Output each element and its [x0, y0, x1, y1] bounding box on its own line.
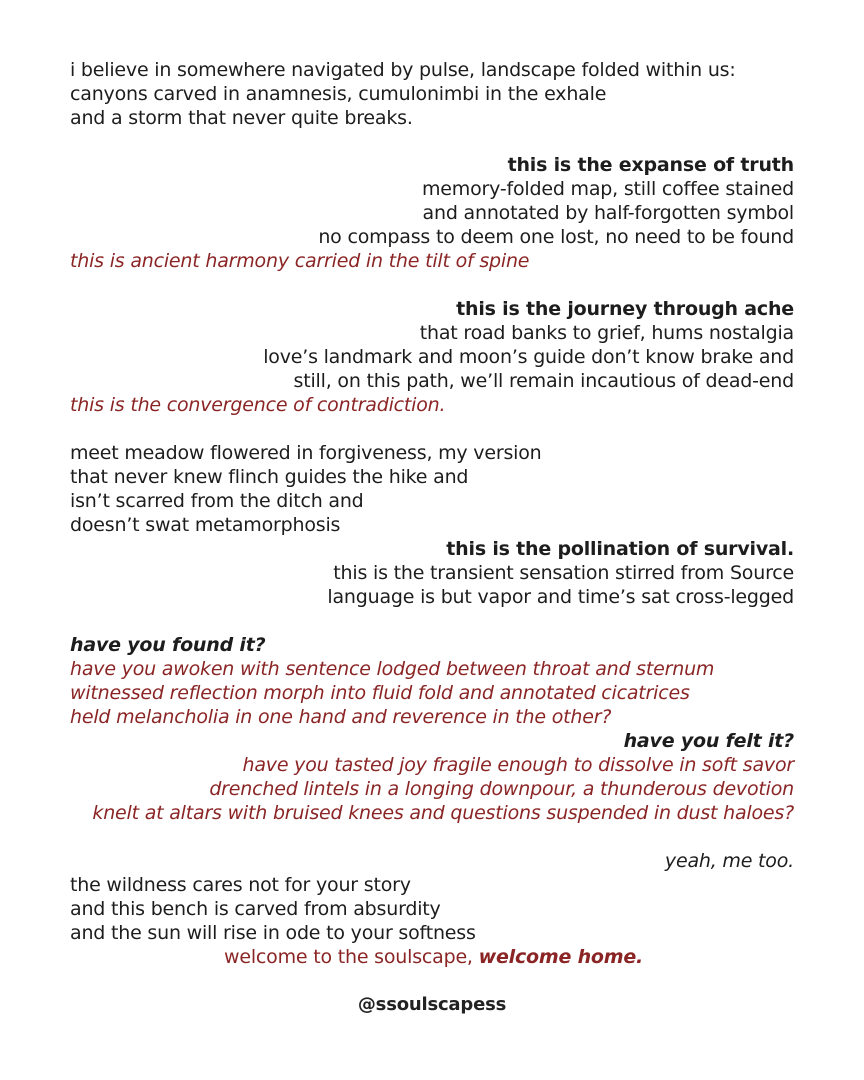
poem-line: language is but vapor and time’s sat cross-legged — [327, 586, 794, 608]
poem-line: witnessed reflection morph into fluid fold and annotated cicatrices — [70, 682, 690, 704]
poem-line: canyons carved in anamnesis, cumulonimbi in the exhale — [70, 83, 607, 105]
poem-line: have you awoken with sentence lodged between throat and sternum — [70, 658, 715, 680]
poem-line: the wildness cares not for your story — [70, 874, 411, 896]
question-heading: have you found it? — [70, 634, 266, 656]
poem-line: and a storm that never quite breaks. — [70, 107, 413, 129]
poem-line: no compass to deem one lost, no need to be found — [318, 226, 794, 248]
poem-line: drenched lintels in a longing downpour, a thunderous devotion — [209, 778, 794, 800]
welcome-emphasis: welcome home. — [478, 946, 644, 968]
welcome-line — [224, 945, 724, 969]
poem-line: doesn’t swat metamorphosis — [70, 514, 341, 536]
stanza-heading: this is the expanse of truth — [507, 154, 794, 176]
stanza-heading: this is the journey through ache — [456, 298, 794, 320]
poem-line: i believe in somewhere navigated by pulse, landscape folded within us: — [70, 59, 736, 81]
poem-line: and the sun will rise in ode to your softness — [70, 922, 476, 944]
poem-line: knelt at altars with bruised knees and questions suspended in dust haloes? — [92, 802, 794, 824]
question-heading: have you felt it? — [623, 730, 794, 752]
poem-line: and this bench is carved from absurdity — [70, 898, 441, 920]
poem-line: isn’t scarred from the ditch and — [70, 490, 364, 512]
poem-line: that road banks to grief, hums nostalgia — [419, 322, 794, 344]
stanza-heading: this is the pollination of survival. — [446, 538, 794, 560]
poem-line: this is the transient sensation stirred from Source — [333, 562, 794, 584]
poem-line: love’s landmark and moon’s guide don’t know brake and — [263, 346, 794, 368]
poem-line: have you tasted joy fragile enough to dissolve in soft savor — [242, 754, 794, 776]
stanza-closing: this is ancient harmony carried in the tilt of spine — [70, 250, 530, 272]
poem-line: held melancholia in one hand and reverence in the other? — [70, 706, 612, 728]
author-handle: @ssoulscapess — [357, 994, 507, 1015]
stanza-closing: this is the convergence of contradiction. — [70, 394, 446, 416]
poem-line: that never knew flinch guides the hike and — [70, 466, 469, 488]
poem-line: still, on this path, we’ll remain incautious of dead-end — [293, 370, 794, 392]
poem-line: and annotated by half-forgotten symbol — [422, 202, 794, 224]
poem-line: meet meadow flowered in forgiveness, my version — [70, 442, 542, 464]
welcome-lead: welcome to the soulscape, — [224, 946, 479, 968]
answer-line: yeah, me too. — [664, 850, 794, 872]
poem-line: memory-folded map, still coffee stained — [422, 178, 794, 200]
